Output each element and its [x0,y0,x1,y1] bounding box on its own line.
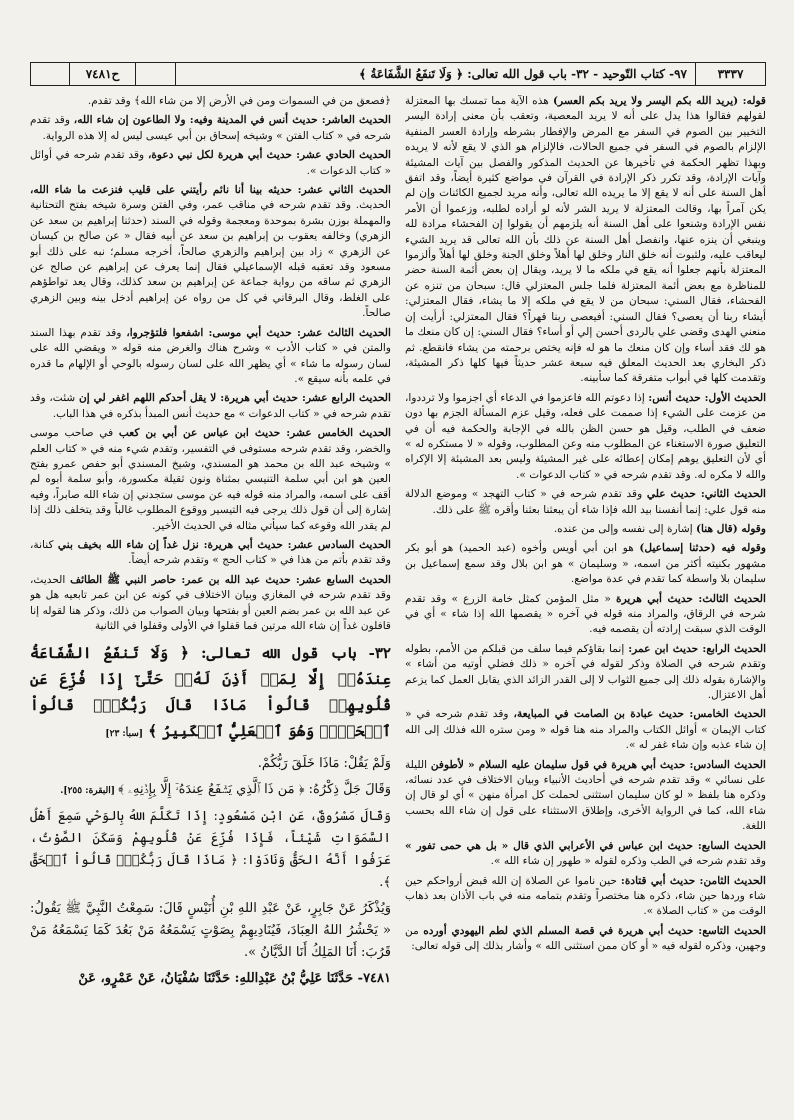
commentary-paragraph [405,707,766,753]
right-column [405,94,766,1104]
paragraph-lead: وقوله (قال هنا) [696,522,766,535]
paragraph-lead: الحديث الأول: حديث أنس: [648,391,766,404]
paragraph-lead: الحديث الثالث عشر: حديث أبي موسى: اشفعوا فلتؤجروا، [126,326,391,339]
paragraph-text: الحديث، وقد تقدم شرحه في المغازي وبيان الاختلاف في كونه عن ابن عمر تابعيه هل هو عن عبد الله بن عمر بضم العين أو بفتحها وبيان الصواب من ذلك، وذكر هنا لقوله إنا قافلون غداً إن شاء الله مرتين فما قفلوا في الأولى وقفلوا في الثانية [30,573,391,632]
paragraph-lead: قوله: (يريد الله بكم اليسر ولا يريد بكم العسر) [552,95,766,107]
paragraph-text: وقد تقدم شرحه في « كتاب الإيمان » أوائل الكتاب والمراد منه هنا قوله « ومن ستره الله فذلك إلى الله إن شاء عذبه وإن شاء غفر له ». [405,708,766,752]
commentary-paragraph [405,592,766,638]
matn-line [30,779,391,802]
header-empty-cell [135,63,175,85]
commentary-paragraph [405,874,766,920]
page-header [30,62,766,86]
chapter-verse-ref: [سبأ: ٢٣] [105,729,144,740]
commentary-paragraph [405,391,766,483]
paragraph-text: وقد تقدم شرحه في « كتاب التهجد » وموضع الدلالة منه قول علي: إنما أنفسنا بيد الله فإذا شاء أن يبعثنا بعثنا وأقره ﷺ على ذلك. [405,488,766,516]
paragraph-lead: الحديث التاسع: حديث أبي هريرة في قصة المسلم الذي لطم اليهودي أورده [423,924,766,937]
commentary-paragraph [30,538,391,569]
page-body [30,94,766,1104]
matn-text: وَقَالَ جَلَّ ذِكْرُهُ: ﴿ مَن ذَا ٱلَّذِي يَشۡفَعُ عِندَهُۥٓ إِلَّا بِإِذۡنِهِۦ ﴾ [118,782,391,798]
paragraph-text: « مثل المؤمن كمثل خامة الزرع » وقد تقدم شرحه في الرقاق، والمراد منه قوله في آخره « يقصمها الله إذا شاء » أي في الوقت الذي سبقت إرادته أن يقصمه فيه. [405,592,766,636]
page-number: ٣٣٣٧ [695,63,765,85]
paragraph-lead: الحديث العاشر: حديث أنس في المدينة وفيه: ولا الطاعون إن شاء الله، [73,114,391,127]
paragraph-lead: الحديث الثامن: حديث أبي قتادة: [620,874,766,887]
paragraph-lead: الحديث السادس عشر: حديث أبي هريرة: نزل غداً إن شاء الله بخيف بني [57,538,391,551]
paragraph-lead: الحديث الثاني عشر: حديثه بينا أنا نائم رأيتني على قليب فنزعت ما شاء الله، [30,184,391,197]
commentary-paragraph [30,183,391,322]
paragraph-text: هذه الآية مما تمسك بها المعتزلة لقولهم فقالوا هذا يدل على أنه لا يريد المعصية، وتعقب بأن معنى إرادة اليسر التخيير بين الصوم في السفر مع المرض والإفطار بشرطه وإرادة العسر المنفية الإلزام بالصوم في السفر في جميع الحالات، فالإلزام هو الذي لا يقع لأنه لا يريده وبهذا تظهر الحكمة في تأخيرها عن الحديث المذكور والفصل بين آيات المشيئة وآيات الإرادة، وقد تكرر ذكر الإرادة في القرآن في مواضع كثيرة أيضاً، وقد اتفق أهل السنة على أنه لا يقع إلا ما يريده الله تعالى، وأنه مريد لجميع الكائنات وإن لم يكن آمراً بها، وقالت المعتزلة لا يريد الشر لأنه لو أراده لطلبه، وزعموا أن الأمر نفس الإرادة وشنعوا على أهل السنة أنه يلزمهم أن يقولوا إن الفحشاء مرادة لله وينبغي أن ينزه عنها، وانفصل أهل السنة عن ذلك بأن الله تعالى قد يريد الشيء ليعاقب عليه، ولثبوت أنه خلق النار وخلق لها أهلاً وخلق الجنة وخلق لها أهلاً وألزموا المعتزلة بأنهم جعلوا أنه يقع في ملكه ما لا يريد، ويقال إن بعض أئمة السنة حضر للمناظرة مع بعض أئمة المعتزلة فلما جلس المعتزلي قال: سبحان من تنزه عن الفحشاء، فقال السني: سبحان من لا يقع في ملكه إلا ما يشاء، فقال المعتزلي: أيشاء ربنا أن يعصى؟ فقال السني: أفيعصى ربنا قهراً؟ فقال المعتزلي: أرأيت إن منعني الهدى وقضى علي بالردى أحسن إلي أو أساء؟ فقال السني: إن كان منعك ما هو لك فقد أساء وإن كان منعك ما هو له فإنه يختص برحمته من يشاء فانقطع. ثم ذكر البخاري بعد الحديث المعلق فيه سبعة عشر حديثاً فيها كلها ذكر المشيئة، وتقدمت كلها في أبواب متفرقة كما سأبينه. [405,95,766,385]
header-empty-cell [31,63,69,85]
paragraph-text: شئت، وقد تقدم شرحه في « كتاب الدعوات » مع حديث أنس المبدأ بذكره في هذا الباب. [30,392,391,420]
commentary-paragraph [405,924,766,955]
commentary-paragraph [30,391,391,422]
paragraph-text: في صاحب موسى والخضر، وقد تقدم شرحه مستوفى في التفسير، وتقدم شيء منه في « كتاب العلم » وشيخه عبد الله بن محمد هو المسندي، وشيخ المسندي أبو حفص عمرو بفتح العين هو ابن أبي سلمة التنيسي بمثناة ونون ثقيلة مكسورة، وأبو سلمة أبوه لم أقف على اسمه، والمراد منه قوله فيه عن موسى ستجدني إن شاء الله صابراً، وفيه إشارة إلى أن قول ذلك يرجى فيه التيسير ووقوع المطلوب غالباً وقد يتخلف ذلك إذا لم يقدر الله وقوعه كما سيأتي مثاله في الحديث الأخير. [30,427,391,532]
matn-line [30,806,391,894]
paragraph-text: وقد تقدم شرحه في أوائل « كتاب الدعوات ». [30,149,391,177]
chapter-heading [30,640,391,747]
paragraph-lead: الحديث الحادي عشر: حديث أبي هريرة لكل نبي دعوة، [147,149,391,162]
matn-lines [30,753,391,990]
paragraph-text: الليلة على نسائي » وقد تقدم شرحه في أحاديث الأنبياء وبيان الاختلاف في عدد نسائه، وذكره هنا بلفظ « لو كان سليمان استثنى لحملت كل امرأة منهن » أي لو قال إن شاء الله، كما في الرواية الأخرى، وإطلاق الاستثناء على قول إن شاء الله بحسب اللغة. [405,758,766,833]
matn-text: وَيُذْكَرُ عَنْ جَابِرٍ، عَنْ عَبْدِ اللهِ بْنِ أُنَيْسٍ قَالَ: سَمِعْتُ النَّبِيَّ ﷺ يَقُولُ: « يَحْشُرُ اللهُ العِبَادَ، فَيُنَادِيهِمْ بِصَوْتٍ يَسْمَعُهُ مَنْ بَعُدَ كَمَا يَسْمَعُهُ مَنْ قَرُبَ: أَنَا المَلِكُ أَنَا الدَّيَّانُ ». [30,901,391,961]
paragraph-lead: الحديث السابع عشر: حديث عبد الله بن عمر: حاصر النبي ﷺ الطائف [70,573,391,586]
chapter-title: ٣٢- باب قول الله تعالى: ﴿ وَلَا تَنفَعُ الشَّفَاعَةُ عِندَهُۥٓ إِلَّا لِمَنۡ أَذِنَ لَهُۥۚ حَتَّىٰٓ إِذَا فُزِّعَ عَن قُلُوبِهِمۡ قَالُواْ مَاذَا قَالَ رَبُّكُمۡۖ قَالُواْ ٱلۡحَقَّۖ وَهُوَ ٱلۡعَلِيُّ ٱلۡكَبِيرُ ﴾ [30,644,391,741]
paragraph-lead: وقوله فيه (حدثنا إسماعيل) [639,542,766,555]
paragraph-lead: الحديث السابع: حديث ابن عباس في الأعرابي الذي قال « بل هي حمى تفور » [405,839,766,852]
commentary-paragraph [30,113,391,144]
commentary-paragraph [30,94,391,109]
paragraph-text: هو ابن أبي أويس وأخوه (عبد الحميد) هو أبو بكر مشهور بكنيته أكثر من اسمه، « وسليمان » هو ابن بلال وقد سمع إسماعيل بن سليمان بلا واسطة كما تقدم في عدة مواضع. [405,542,766,586]
paragraph-lead: الحديث الخامس: حديث عبادة بن الصامت في المبايعة، [513,708,766,721]
commentary-paragraph [405,839,766,870]
paragraph-lead: الحديث السادس: حديث أبي هريرة في قول سليمان عليه السلام « لأطوفن [430,758,766,771]
paragraph-lead: الحديث الخامس عشر: حديث ابن عباس عن أبي بن كعب [118,427,391,440]
left-column-commentary [30,94,391,634]
matn-line [30,968,391,990]
running-title: ٩٧- كتاب التّوحيد - ٣٢- باب قول الله تعالى: ﴿ وَلَا تَنفَعُ الشَّفَاعَةُ ﴾ [175,63,695,85]
paragraph-lead: الحديث الرابع عشر: حديث أبي هريرة: لا يقل أحدكم اللهم اغفر لي إن [78,392,391,405]
matn-text: ٧٤٨١- حَدَّثَنَا عَلِيُّ بْنُ عَبْدِاللهِ: حَدَّثَنَا سُفْيَانُ، عَنْ عَمْرٍو، عَنْ [78,971,391,987]
paragraph-text: إشارة إلى نفسه وإلى من عنده. [553,522,693,535]
matn-text: وَلَمْ يَقُلْ: مَاذَا خَلَقَ رَبُّكُمْ. [257,756,391,772]
hadith-range: ح٧٤٨١ [69,63,135,85]
commentary-paragraph [30,326,391,388]
matn-line [30,898,391,964]
paragraph-text: إذا دعوتم الله فاعزموا في الدعاء أي اجزموا ولا ترددوا، من عزمت على الشيء إذا صممت على فعله، وقيل عزم المسألة الجزم بها دون ضعف في الطلب، وقيل هو حسن الظن بالله في الإجابة والحكمة فيه أن في التعليق صورة الاستغناء عن المطلوب منه وعن المطلوب، وقوله « لا مستكره له » أي لأن التعليق يوهم إمكان إعطائه على غير المشيئة وليس بعد المشيئة إلا الإكراه والله لا مكره له. وقد تقدم شرحه في « كتاب الدعوات ». [405,391,766,481]
commentary-paragraph [405,94,766,387]
paragraph-text: من وجهين، وذكره لقوله فيه « أو كان ممن استثنى الله » وأشار بذلك إلى قوله تعالى: [405,924,766,953]
left-column [30,94,391,1104]
paragraph-text: وقد تقدم شرحه في الطب وذكره لقوله « طهور إن شاء الله ». [490,855,766,868]
paragraph-text: ﴿فصعق من في السموات ومن في الأرض إلا من شاء الله﴾ وقد تقدم. [87,95,391,107]
paragraph-lead: الحديث الثالث: حديث أبي هريرة [616,592,766,605]
commentary-paragraph [405,522,766,537]
paragraph-text: إنما بقاؤكم فيما سلف من قبلكم من الأمم، بطوله وتقدم شرحه في الصلاة وذكر لقوله في آخره « ذلك فضلي أوتيه من أشاء » والإشارة بقوله ذلك إلى جميع الثواب لا إلى القدر الزائد الذي يقابل العمل كما يزعم أهل الاعتزال. [405,642,766,702]
paragraph-lead: الحديث الرابع: حديث ابن عمر: [628,642,766,655]
commentary-paragraph [405,487,766,518]
commentary-paragraph [30,573,391,635]
commentary-paragraph [30,426,391,534]
paragraph-text: الحديث. وقد تقدم شرحه في مناقب عمر، وفي الفتن وسرة شيخه بفتح التحتانية والمهملة بوزن بشرة بموحدة ومعجمة وقوله في السند (حدثنا إبراهيم بن سعد عن الزهري) وخالفه يعقوب بن إبراهيم بن سعد عن أبيه فقال « عن صالح بن كيسان عن الزهري » زاد بين إبراهيم والزهري صالحاً، أخرجه مسلم؛ نبه على ذلك أبو مسعود وقد تعقبه قبله الإسماعيلي فقال إنما يعرف عن إبراهيم عن صالح عن الزهري ثم ساقه من رواية جماعة عن إبراهيم بن سعد كذلك، وقال يعد تواطؤهم على الغلط، وقال البرقاني في كل من رواه عن إبراهيم أدخل بينه وبين الزهري صالحاً. [30,199,391,320]
verse-ref: [البقرة: ٢٥٥]. [60,786,119,797]
paragraph-text: وقد تقدم شرحه في « كتاب الفتن » وشيخه إسحاق بن أبي عيسى ليس له إلا هذه الرواية. [30,114,391,142]
commentary-paragraph [405,758,766,835]
paragraph-text: كنانة، وقد تقدم بأتم من هذا في « كتاب الحج » وتقدم شرحه أيضاً. [30,538,391,567]
commentary-paragraph [405,541,766,587]
commentary-paragraph [405,642,766,704]
paragraph-text: وقد تقدم بهذا السند والمتن في « كتاب الأدب » وشرح هناك والغرض منه قوله « ويقضي الله على لسان رسوله ما شاء » أي يظهر الله على لسان رسوله بالوحي أو الإلهام ما قدره في علمه بأنه سيقع ». [30,326,391,385]
matn-text: وَقَالَ مَسْرُوقٌ، عَنِ ابْنِ مَسْعُودٍ: إِذَا تَكَلَّمَ اللهُ بِالوَحْيِ سَمِعَ أَهْلُ السَّمَوَاتِ شَيْئاً، فَإِذَا فُزِّعَ عَنْ قُلُوبِهِمْ وَسَكَنَ الصَّوْتُ، عَرَفُوا أَنَّهُ الحَقُّ وَنَادَوْا: ﴿ مَاذَا قَالَ رَبُّكُمۡۖ قَالُواْ ٱلۡحَقَّ ﴾. [30,809,391,891]
commentary-paragraph [30,148,391,179]
paragraph-lead: الحديث الثاني: حديث علي [646,488,766,501]
paragraph-text: حين ناموا عن الصلاة إن الله قبض أرواحكم حين شاء وردها حين شاء، ذكره هنا مختصراً وتقدم بتمامه منه في باب الأذان بعد ذهاب الوقت من « كتاب الصلاة ». [405,874,766,918]
matn-line [30,753,391,775]
